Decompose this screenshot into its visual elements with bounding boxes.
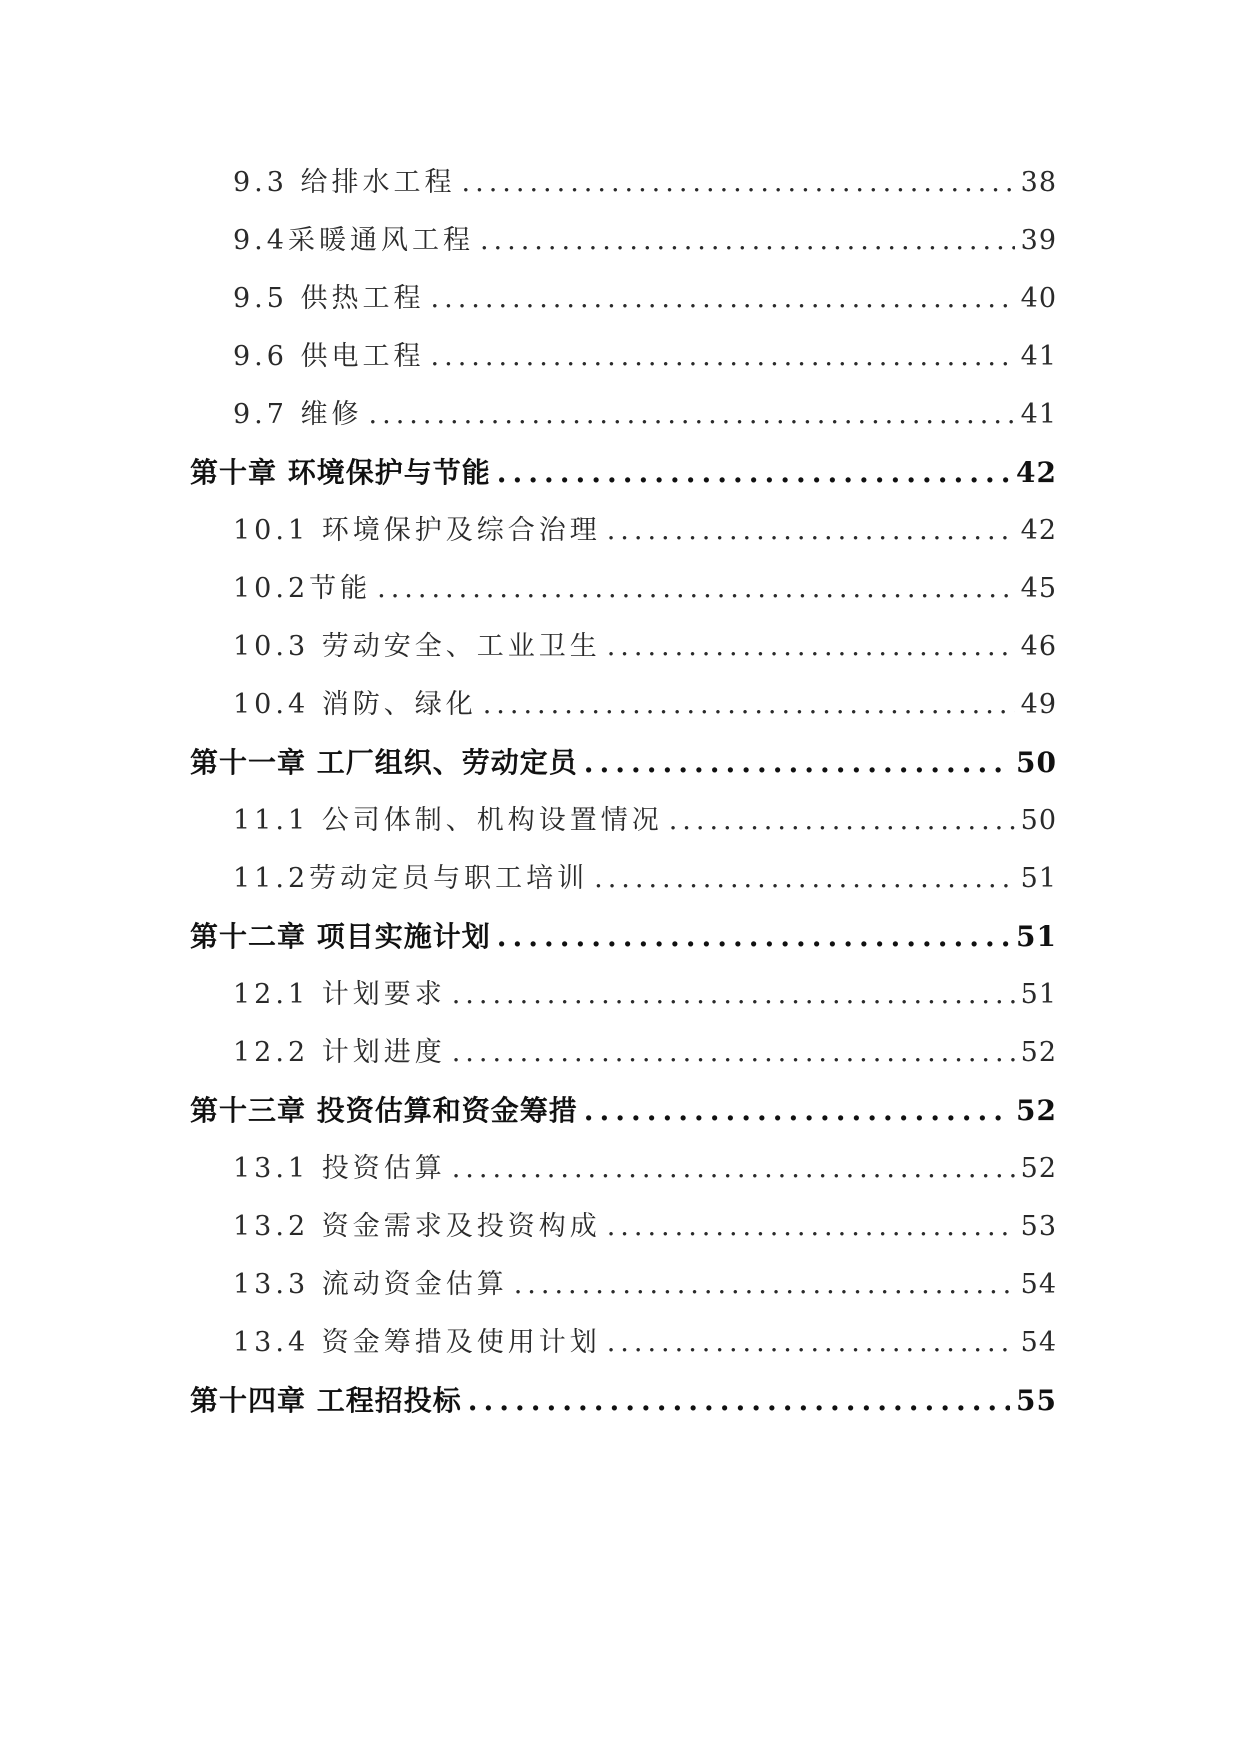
toc-page-number: 51 (1020, 863, 1057, 894)
toc-entry-13-4[interactable] (233, 1323, 1057, 1363)
toc-entry-label: 12.1 计划要求 (233, 979, 446, 1010)
toc-dot-leader (607, 627, 1015, 667)
toc-entry-9-7[interactable] (233, 395, 1057, 435)
toc-entry-label: 11.1 公司体制、机构设置情况 (233, 805, 663, 836)
toc-entry-9-4[interactable] (233, 221, 1057, 261)
toc-page-number: 53 (1020, 1211, 1057, 1242)
toc-dot-leader (607, 511, 1015, 551)
toc-entry-label: 11.2劳动定员与职工培训 (233, 863, 589, 894)
toc-entry-13-3[interactable] (233, 1265, 1057, 1305)
toc-entry-label: 10.4 消防、绿化 (233, 689, 477, 720)
toc-entry-9-5[interactable] (233, 279, 1057, 319)
toc-entry-13-1[interactable] (233, 1149, 1057, 1189)
toc-entry-11-1[interactable] (233, 801, 1057, 841)
toc-dot-leader (669, 801, 1015, 841)
toc-entry-label: 10.1 环境保护及综合治理 (233, 515, 601, 546)
toc-page-number: 49 (1020, 689, 1057, 720)
toc-dot-leader (584, 743, 1010, 783)
toc-dot-leader (483, 685, 1015, 725)
toc-dot-leader (607, 1323, 1015, 1363)
toc-page-number: 52 (1020, 1153, 1057, 1184)
toc-page-number: 40 (1020, 283, 1057, 314)
toc-page-number: 52 (1016, 1094, 1057, 1127)
toc-page-number: 41 (1020, 341, 1057, 372)
toc-page-number: 39 (1020, 225, 1057, 256)
toc-dot-leader (377, 569, 1015, 609)
toc-chapter-label: 第十二章 项目实施计划 (190, 920, 491, 953)
toc-entry-label: 12.2 计划进度 (233, 1037, 446, 1068)
toc-entry-label: 10.3 劳动安全、工业卫生 (233, 631, 601, 662)
toc-chapter-label: 第十一章 工厂组织、劳动定员 (190, 746, 578, 779)
toc-dot-leader (452, 1033, 1015, 1073)
toc-entry-9-3[interactable] (233, 163, 1057, 203)
toc-chapter-13[interactable] (190, 1091, 1057, 1131)
toc-entry-10-2[interactable] (233, 569, 1057, 609)
toc-entry-12-2[interactable] (233, 1033, 1057, 1073)
toc-entry-9-6[interactable] (233, 337, 1057, 377)
toc-dot-leader (452, 975, 1015, 1015)
toc-page-number: 50 (1020, 805, 1057, 836)
toc-dot-leader (584, 1091, 1010, 1131)
toc-page-number: 42 (1016, 456, 1057, 489)
toc-page-number: 51 (1020, 979, 1057, 1010)
toc-dot-leader (369, 395, 1015, 435)
toc-page-number: 52 (1020, 1037, 1057, 1068)
toc-entry-label: 9.5 供热工程 (233, 283, 425, 314)
toc-page-number: 46 (1020, 631, 1057, 662)
toc-dot-leader (594, 859, 1015, 899)
toc-page-number: 42 (1020, 515, 1057, 546)
toc-entry-label: 9.6 供电工程 (233, 341, 425, 372)
toc-entry-label: 10.2节能 (233, 573, 372, 604)
toc-page-number: 54 (1020, 1327, 1057, 1358)
toc-entry-label: 13.4 资金筹措及使用计划 (233, 1327, 601, 1358)
toc-entry-label: 13.1 投资估算 (233, 1153, 446, 1184)
toc-entry-label: 9.3 给排水工程 (233, 167, 456, 198)
toc-entry-13-2[interactable] (233, 1207, 1057, 1247)
toc-page-number: 41 (1020, 399, 1057, 430)
toc-entry-label: 13.3 流动资金估算 (233, 1269, 508, 1300)
toc-dot-leader (462, 163, 1015, 203)
toc-dot-leader (497, 453, 1010, 493)
toc-page-number: 50 (1016, 746, 1057, 779)
toc-entry-label: 9.4采暖通风工程 (233, 225, 474, 256)
toc-page-number: 55 (1016, 1384, 1057, 1417)
toc-dot-leader (607, 1207, 1015, 1247)
toc-chapter-12[interactable] (190, 917, 1057, 957)
toc-chapter-10[interactable] (190, 453, 1057, 493)
toc-chapter-label: 第十章 环境保护与节能 (190, 456, 491, 489)
toc-page-number: 54 (1020, 1269, 1057, 1300)
toc-dot-leader (514, 1265, 1015, 1305)
toc-dot-leader (431, 279, 1015, 319)
toc-page-number: 38 (1020, 167, 1057, 198)
toc-dot-leader (431, 337, 1015, 377)
toc-entry-10-3[interactable] (233, 627, 1057, 667)
toc-dot-leader (497, 917, 1010, 957)
toc-dot-leader (480, 221, 1015, 261)
toc-chapter-11[interactable] (190, 743, 1057, 783)
toc-entry-10-4[interactable] (233, 685, 1057, 725)
toc-dot-leader (452, 1149, 1015, 1189)
toc-entry-10-1[interactable] (233, 511, 1057, 551)
toc-entry-11-2[interactable] (233, 859, 1057, 899)
toc-page-number: 45 (1020, 573, 1057, 604)
toc-entry-label: 9.7 维修 (233, 399, 363, 430)
toc-chapter-label: 第十四章 工程招投标 (190, 1384, 462, 1417)
toc-chapter-14[interactable] (190, 1381, 1057, 1421)
toc-chapter-label: 第十三章 投资估算和资金筹措 (190, 1094, 578, 1127)
toc-dot-leader (468, 1381, 1010, 1421)
toc-entry-label: 13.2 资金需求及投资构成 (233, 1211, 601, 1242)
toc-entry-12-1[interactable] (233, 975, 1057, 1015)
toc-page-number: 51 (1016, 920, 1057, 953)
